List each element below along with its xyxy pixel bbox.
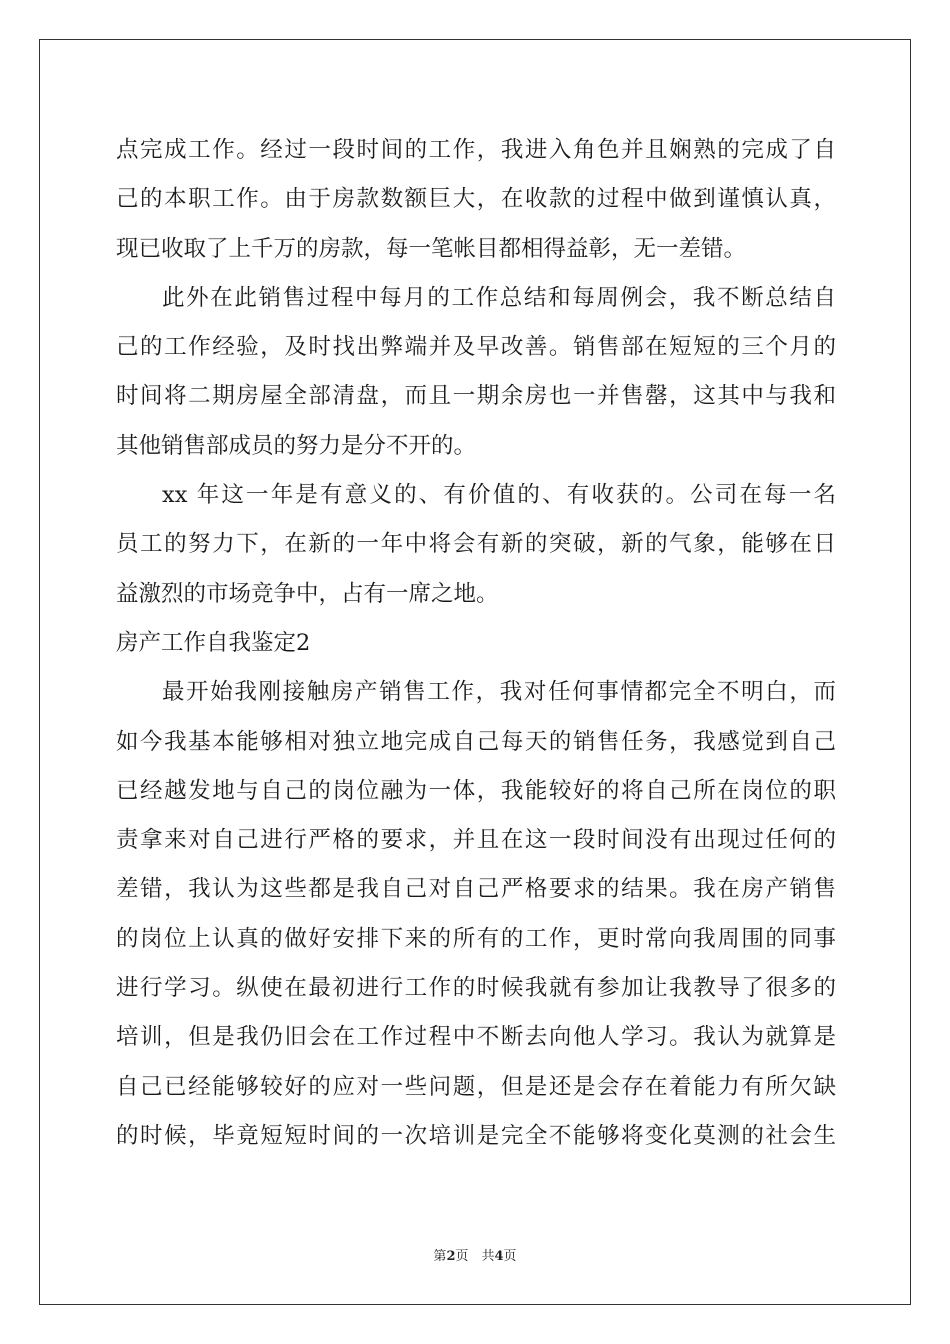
text-line: 其他销售部成员的努力是分不开的。 (116, 432, 477, 459)
total-page-number: 4 (494, 1249, 504, 1264)
text-line: 己的本职工作。由于房款数额巨大，在收款的过程中做到谨慎认真， (116, 186, 836, 213)
page-footer (0, 1245, 950, 1264)
text-line: 的时候，毕竟短短时间的一次培训是完全不能够将变化莫测的社会生 (116, 1122, 836, 1149)
footer-suffix: 页 (503, 1249, 517, 1264)
footer-prefix: 第 (433, 1249, 447, 1264)
text-line: 益激烈的市场竞争中，占有一席之地。 (116, 580, 499, 607)
text-line: 已经越发地与自己的岗位融为一体，我能较好的将自己所在岗位的职 (116, 777, 836, 804)
footer-middle: 页 共 (455, 1249, 495, 1264)
text-line: 如今我基本能够相对独立地完成自己每天的销售任务，我感觉到自己 (116, 728, 836, 755)
text-line: xx 年这一年是有意义的、有价值的、有收获的。公司在每一名 (162, 482, 836, 509)
text-line: 的岗位上认真的做好安排下来的所有的工作，更时常向我周围的同事 (116, 925, 836, 952)
text-line: 此外在此销售过程中每月的工作总结和每周例会，我不断总结自 (162, 284, 836, 311)
text-line: 时间将二期房屋全部清盘，而且一期余房也一并售罄，这其中与我和 (116, 383, 836, 410)
text-line: 差错，我认为这些都是我自己对自己严格要求的结果。我在房产销售 (116, 876, 836, 903)
text-line: 责拿来对自己进行严格的要求，并且在这一段时间没有出现过任何的 (116, 827, 836, 854)
text-line: 现已收取了上千万的房款，每一笔帐目都相得益彰，无一差错。 (116, 235, 747, 262)
text-line: 员工的努力下，在新的一年中将会有新的突破，新的气象，能够在日 (116, 531, 836, 558)
section-heading: 房产工作自我鉴定2 (116, 629, 311, 656)
text-line: 进行学习。纵使在最初进行工作的时候我就有参加让我教导了很多的 (116, 975, 836, 1002)
text-line: 自己已经能够较好的应对一些问题，但是还是会存在着能力有所欠缺 (116, 1073, 836, 1100)
text-line: 己的工作经验，及时找出弊端并及早改善。销售部在短短的三个月的 (116, 334, 836, 361)
current-page-number: 2 (446, 1249, 456, 1264)
text-line: 点完成工作。经过一段时间的工作，我进入角色并且娴熟的完成了自 (116, 137, 836, 163)
text-line: 培训，但是我仍旧会在工作过程中不断去向他人学习。我认为就算是 (116, 1024, 836, 1051)
document-body (116, 126, 836, 1161)
text-line: 最开始我刚接触房产销售工作，我对任何事情都完全不明白，而 (162, 679, 836, 706)
